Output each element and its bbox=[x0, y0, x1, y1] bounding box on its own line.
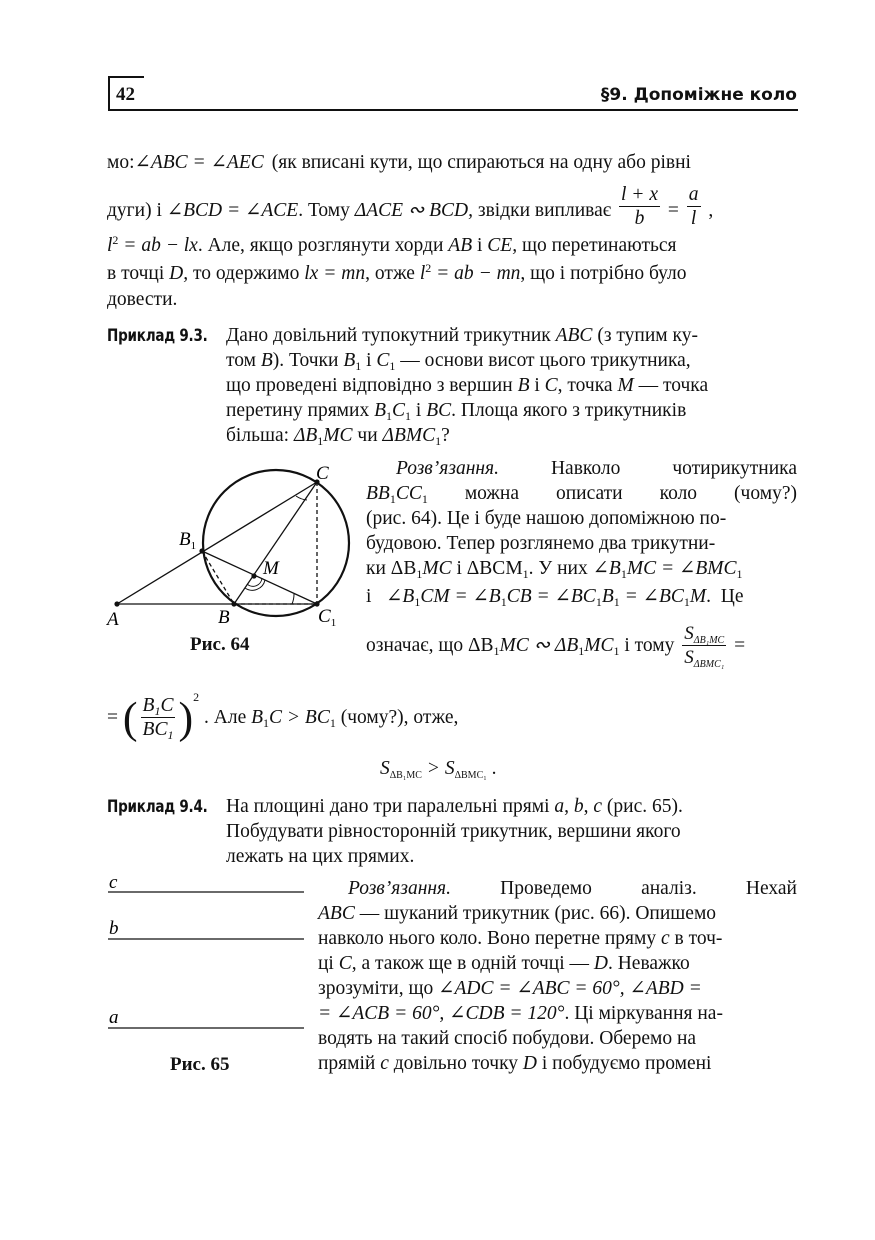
page-number: 42 bbox=[116, 84, 135, 105]
label-C: C bbox=[316, 463, 329, 484]
point-B1 bbox=[199, 548, 204, 553]
para1-line4: в точці D, то одержимо lx = mn, отже $l^2$ = ab − mn, що і потрібно було bbox=[107, 261, 687, 284]
ex93-line1: Дано довільний тупокутний трикутник ABC (з тупим ку- bbox=[226, 325, 698, 346]
label-B: B bbox=[218, 607, 230, 628]
label-C1: $C_1$ bbox=[318, 606, 337, 629]
ex93-line4: перетину прямих $B_1C_1$ і BC. Площа якого з трикутників bbox=[226, 400, 687, 423]
ex94-line1: На площині дано три паралельні прямі a, b, c (рис. 65). bbox=[226, 796, 683, 817]
sol93-line2: $BB_1CC_1$ можна описати коло (чому?) bbox=[366, 483, 797, 506]
figure-65-caption: Рис. 65 bbox=[170, 1054, 230, 1075]
para1-line2: дуги) і ∠BCD = ∠ACE. Тому ΔACE ∾ BCD, звідки випливає $\frac{l + x}{b}$ = $\frac{a}{l}$ , bbox=[107, 184, 714, 229]
sol93-line4: будовою. Тепер розглянемо два трикутни- bbox=[366, 533, 716, 554]
label-A: A bbox=[107, 609, 119, 630]
ex93-line3: що проведені відповідно з вершин B і C, точка M — точка bbox=[226, 375, 709, 396]
figure-64 bbox=[105, 455, 360, 635]
point-B bbox=[231, 601, 236, 606]
sol94-line2: ABC — шуканий трикутник (рис. 66). Опишемо bbox=[318, 903, 717, 924]
sol94-line3: навколо нього коло. Воно перетне пряму c в точ- bbox=[318, 928, 723, 949]
section-title: §9. Допоміжне коло bbox=[600, 85, 797, 105]
label-line-a: a bbox=[109, 1007, 119, 1028]
example-9-4-label: Приклад 9.4. bbox=[107, 797, 208, 816]
example-9-3-label: Приклад 9.3. bbox=[107, 326, 208, 345]
sol93-line8: = ( $\frac{B_1C}{BC_1}$ )$^2$ . Але $B_1C > BC_1$ (чому?), отже, bbox=[107, 690, 459, 743]
ex93-line5: більша: $\Delta B_1MC$ чи $\Delta BMC_1$? bbox=[226, 425, 450, 448]
ex93-line2: том B). Точки $B_1$ і $C_1$ — основи висот цього трикутника, bbox=[226, 350, 691, 373]
sol94-line8: прямій c довільно точку D і побудуємо промені bbox=[318, 1053, 712, 1074]
para1-line3: $l^2$ = ab − lx. Але, якщо розглянути хорди AB і CE, що перетинаються bbox=[107, 233, 677, 256]
sol93-line6: і $\angle B_1CM$ = $\angle B_1CB$ = $\angle BC_1B_1$ = $\angle BC_1M$. Це bbox=[366, 586, 744, 609]
label-line-b: b bbox=[109, 918, 119, 939]
figure-65 bbox=[105, 868, 310, 1038]
angle-mark-C1 bbox=[292, 594, 294, 604]
label-B1: $B_1$ bbox=[179, 529, 197, 552]
ex94-line3: лежать на цих прямих. bbox=[226, 846, 415, 867]
point-A bbox=[114, 601, 119, 606]
label-M: M bbox=[263, 558, 279, 579]
sol93-line7: означає, що $\Delta B_1MC$ ∾ $\Delta B_1MC_1$ і тому $\frac{S_{\Delta B_1MC}}{S_{\Delta BMC_1}}$ = bbox=[366, 623, 746, 671]
sol94-line1: Розв’язання. Проведемо аналіз. Нехай bbox=[348, 878, 797, 899]
sol93-line9: $S_{\Delta B_1MC} > S_{\Delta BMC_1}$ . bbox=[380, 758, 497, 781]
line-B1C1 bbox=[202, 551, 317, 604]
sol94-line7: водять на такий спосіб побудови. Оберемо на bbox=[318, 1028, 697, 1049]
sol93-line3: (рис. 64). Це і буде нашою допоміжною по- bbox=[366, 508, 727, 529]
sol93-line1: Розв’язання. Навколо чотирикутника bbox=[396, 458, 797, 479]
para1-line5: довести. bbox=[107, 289, 178, 310]
sol94-line6: = ∠ACB = 60°, ∠CDB = 120°. Ці міркування на- bbox=[318, 1003, 723, 1024]
line-BC bbox=[234, 482, 317, 604]
figure-64-caption: Рис. 64 bbox=[190, 634, 250, 655]
sol93-line5: ки $\Delta B_1MC$ і $\Delta BCM_1$. У них $\angle B_1MC$ = $\angle BMC_1$ bbox=[366, 558, 743, 581]
point-M bbox=[251, 573, 256, 578]
label-line-c: c bbox=[109, 872, 118, 893]
sol94-line4: ці C, а також ще в одній точці — D. Неважко bbox=[318, 953, 690, 974]
sol94-line5: зрозуміти, що ∠ADC = ∠ABC = 60°, ∠ABD = bbox=[318, 978, 702, 999]
ex94-line2: Побудувати рівносторонній трикутник, вершини якого bbox=[226, 821, 681, 842]
para1-line1: мо: ∠ABC = ∠AEC (як вписані кути, що спираються на одну або рівні bbox=[107, 152, 691, 173]
header-rule bbox=[108, 109, 798, 111]
